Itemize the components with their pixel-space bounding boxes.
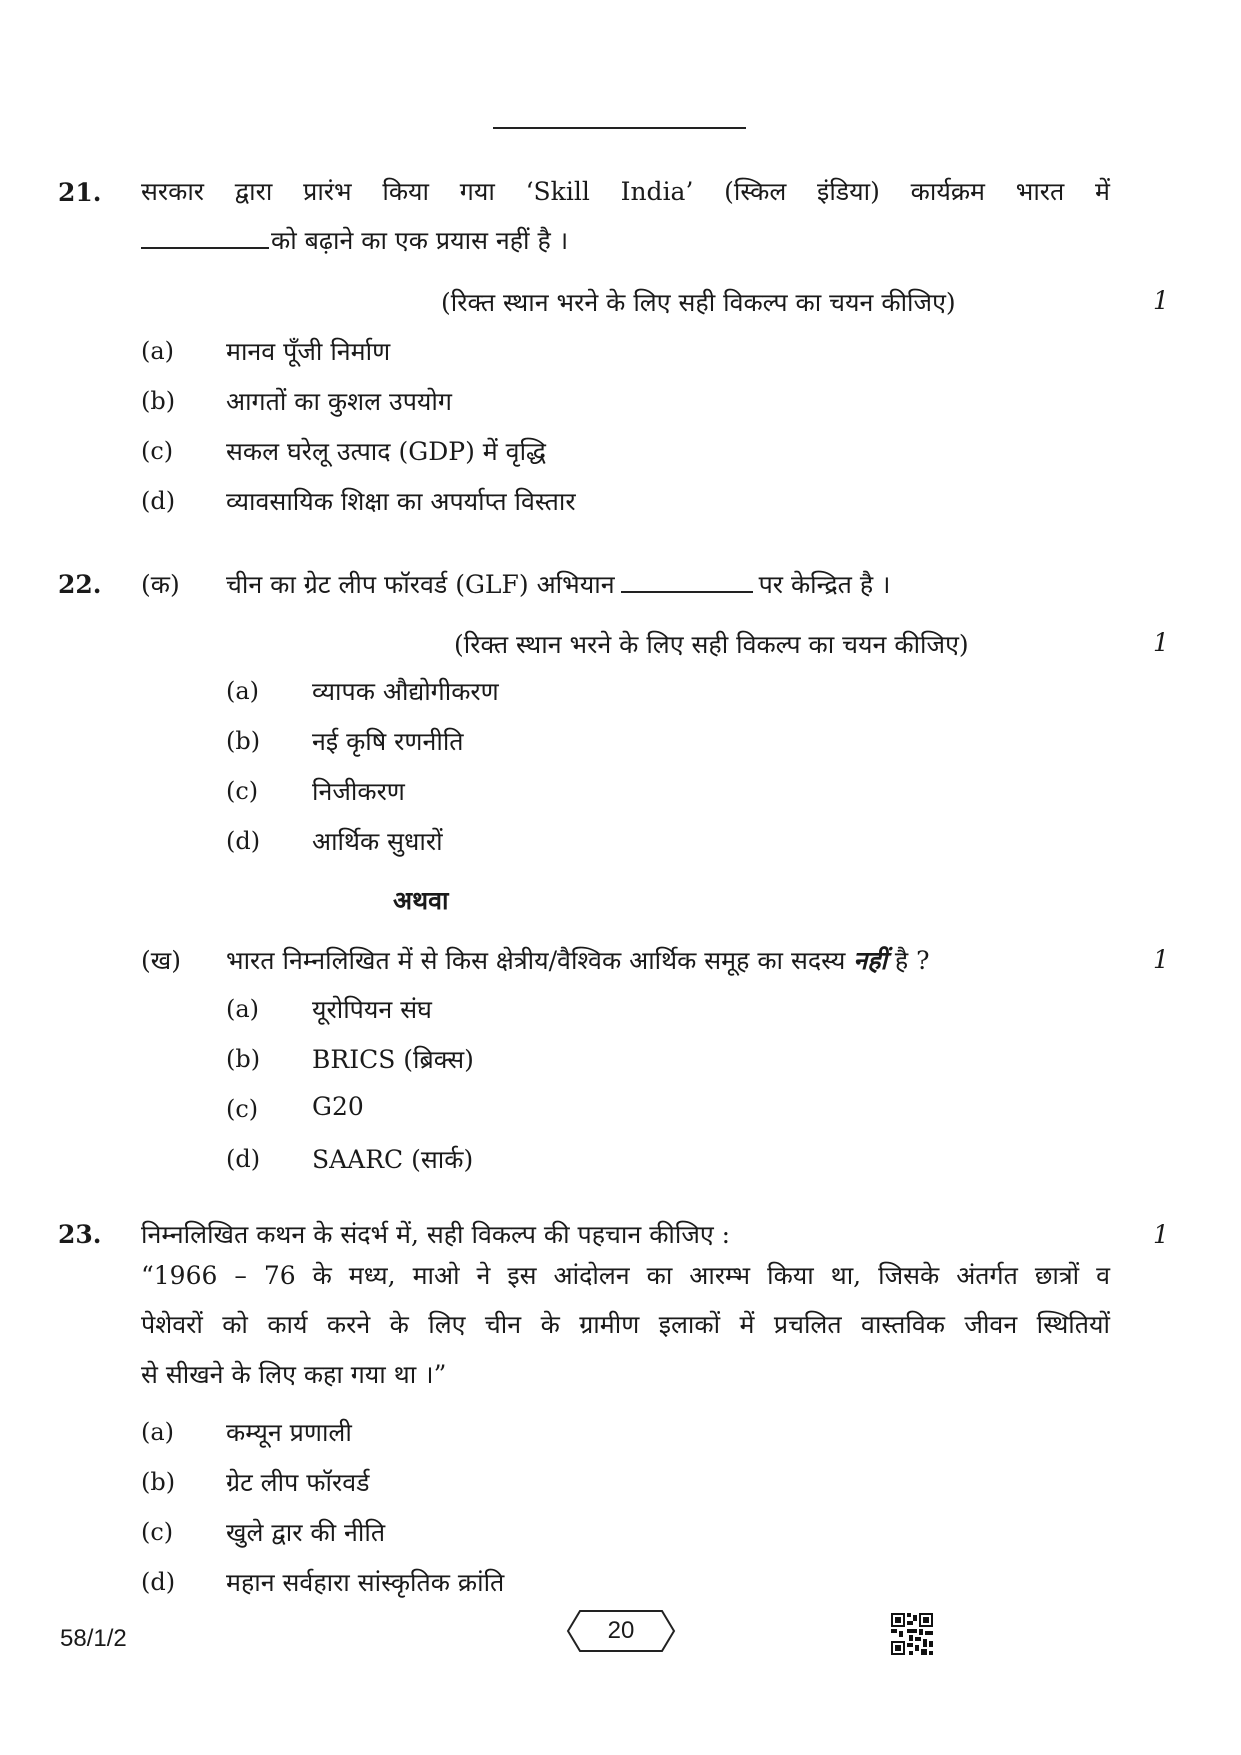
or-separator: अथवा [393, 886, 449, 915]
question-number: 22. [58, 570, 102, 599]
top-divider [493, 127, 746, 129]
option-text: व्यापक औद्योगीकरण [312, 677, 499, 706]
emphasis-text: नहीं [853, 946, 887, 975]
option-label: (b) [141, 1468, 176, 1496]
fill-blank [621, 569, 753, 593]
option-text: कम्यून प्रणाली [226, 1418, 352, 1447]
option-label: (a) [141, 1418, 175, 1446]
option-text: व्यावसायिक शिक्षा का अपर्याप्त विस्तार [226, 487, 576, 516]
option-text: ग्रेट लीप फॉरवर्ड [226, 1468, 370, 1497]
sub-question-text [226, 943, 930, 977]
option-text: मानव पूँजी निर्माण [226, 337, 391, 366]
text-before-emphasis: भारत निम्नलिखित में से किस क्षेत्रीय/वैश्विक आर्थिक समूह का सदस्य [226, 946, 846, 975]
option-label: (c) [141, 1518, 174, 1546]
paper-code: 58/1/2 [60, 1625, 127, 1652]
quote-line1: “1966 – 76 के मध्य, माओ ने इस आंदोलन का आरम्भ किया था, जिसके अंतर्गत छात्रों व [141, 1261, 1110, 1290]
marks: 1 [1153, 945, 1169, 974]
option-label: (b) [226, 727, 261, 755]
sub-question-label: (क) [141, 570, 180, 599]
option-label: (b) [141, 387, 176, 415]
instruction: (रिक्त स्थान भरने के लिए सही विकल्प का चयन कीजिए) [454, 630, 969, 659]
marks: 1 [1153, 286, 1169, 315]
option-label: (a) [226, 995, 260, 1023]
qr-code-icon [891, 1613, 933, 1655]
option-text: G20 [312, 1092, 364, 1121]
option-text: निजीकरण [312, 777, 405, 806]
question-text-line2 [141, 219, 568, 263]
quote-line2: पेशेवरों को कार्य करने के लिए चीन के ग्रामीण इलाकों में प्रचलित वास्तविक जीवन स्थितियों [141, 1310, 1110, 1339]
option-text: यूरोपियन संघ [312, 995, 432, 1024]
quote-line3: से सीखने के लिए कहा गया था ।” [141, 1360, 447, 1389]
marks: 1 [1153, 628, 1169, 657]
option-label: (d) [141, 1568, 176, 1596]
option-label: (c) [141, 437, 174, 465]
instruction: (रिक्त स्थान भरने के लिए सही विकल्प का चयन कीजिए) [441, 288, 956, 317]
option-text: महान सर्वहारा सांस्कृतिक क्रांति [226, 1568, 505, 1597]
option-label: (a) [141, 337, 175, 365]
question-number: 23. [58, 1220, 102, 1249]
marks: 1 [1153, 1220, 1169, 1249]
option-label: (c) [226, 1095, 259, 1123]
option-label: (d) [226, 827, 261, 855]
fill-blank [141, 225, 269, 249]
option-text: आगतों का कुशल उपयोग [226, 387, 452, 416]
option-label: (c) [226, 777, 259, 805]
question-text-line1: निम्नलिखित कथन के संदर्भ में, सही विकल्प की पहचान कीजिए : [141, 1220, 731, 1249]
option-text: सकल घरेलू उत्पाद (GDP) में वृद्धि [226, 437, 547, 466]
option-label: (b) [226, 1045, 261, 1073]
question-text-line2-content: को बढ़ाने का एक प्रयास नहीं है । [271, 226, 569, 255]
sub-question-text [226, 567, 891, 601]
sub-question-label: (ख) [141, 946, 181, 975]
option-label: (d) [226, 1145, 261, 1173]
option-text: SAARC (सार्क) [312, 1145, 474, 1174]
option-text: आर्थिक सुधारों [312, 827, 443, 856]
option-text: नई कृषि रणनीति [312, 727, 464, 756]
question-text-line1: सरकार द्वारा प्रारंभ किया गया ‘Skill India’ (स्किल इंडिया) कार्यक्रम भारत में [141, 177, 1110, 206]
page-number: 20 [607, 1617, 635, 1644]
option-text: BRICS (ब्रिक्स) [312, 1045, 474, 1074]
text-after-blank: पर केन्द्रित है । [758, 570, 891, 599]
text-after-emphasis: है ? [894, 946, 930, 975]
option-text: खुले द्वार की नीति [226, 1518, 386, 1547]
question-number: 21. [58, 178, 102, 207]
option-label: (a) [226, 677, 260, 705]
option-label: (d) [141, 487, 176, 515]
text-before-blank: चीन का ग्रेट लीप फॉरवर्ड (GLF) अभियान [226, 570, 615, 599]
